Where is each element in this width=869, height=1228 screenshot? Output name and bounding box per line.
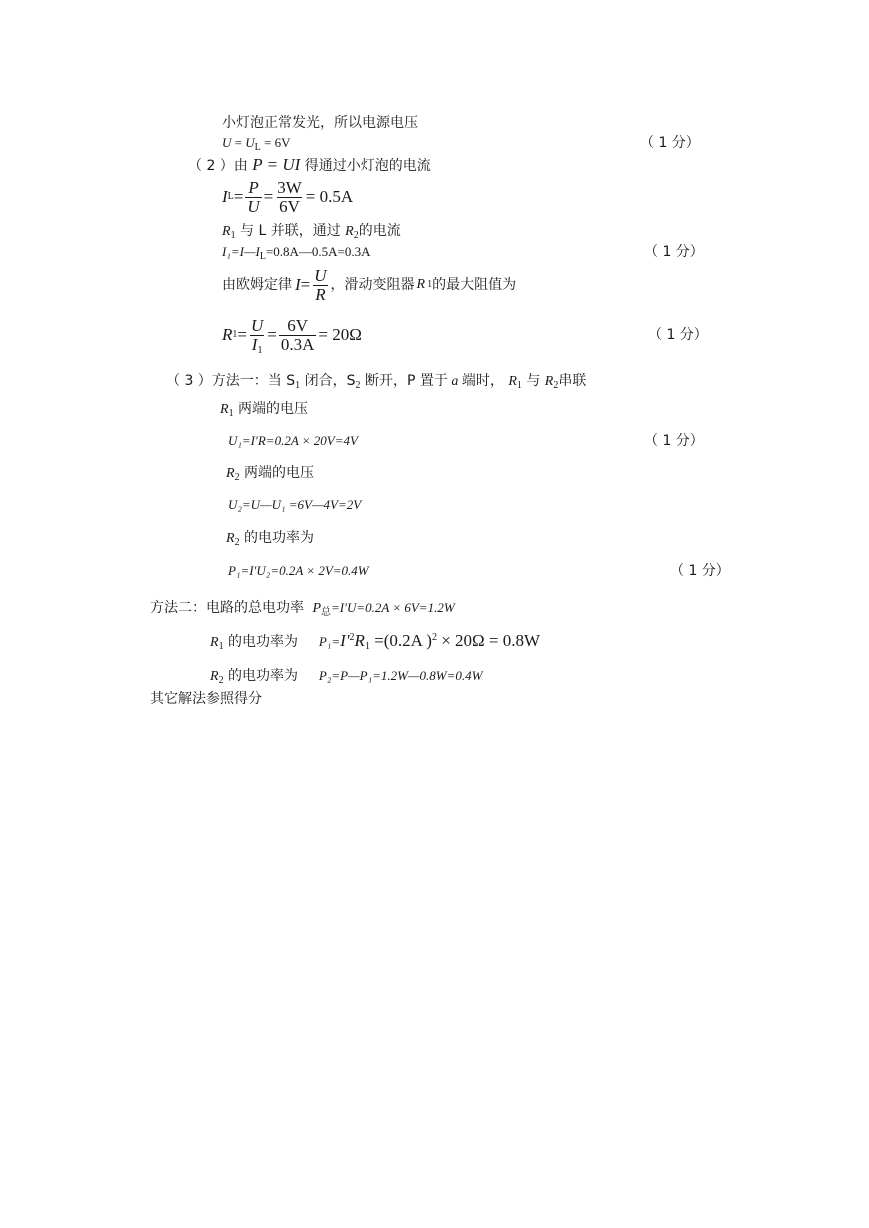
symbol: = 6V bbox=[260, 135, 291, 150]
symbol: R bbox=[345, 224, 354, 239]
symbol: U bbox=[222, 135, 232, 150]
label: 串联 bbox=[558, 373, 587, 389]
formula-line bbox=[222, 134, 290, 152]
numerator: P bbox=[248, 177, 259, 197]
fraction bbox=[249, 317, 265, 354]
symbol: R bbox=[226, 466, 235, 481]
label: （ 2 ）由 bbox=[188, 158, 248, 174]
symbol: I bbox=[222, 187, 228, 206]
formula: P = UI bbox=[252, 155, 301, 174]
symbol: a bbox=[447, 374, 462, 389]
score-label: （ 1 分） bbox=[670, 563, 730, 579]
subscript: 1 bbox=[516, 380, 522, 391]
symbol: I bbox=[251, 334, 258, 354]
subscript: L bbox=[254, 142, 261, 153]
symbol: = bbox=[237, 325, 247, 344]
symbol: P bbox=[312, 601, 322, 616]
symbol: R bbox=[226, 531, 235, 546]
label: 的电功率为 bbox=[228, 668, 299, 684]
label: 方法二：电路的总电功率 bbox=[150, 600, 304, 616]
formula-line: U₁=I′R=0.2A × 20V=4V bbox=[228, 433, 358, 448]
numerator: U bbox=[250, 315, 264, 335]
symbol: U bbox=[245, 135, 255, 150]
fraction bbox=[279, 317, 317, 354]
text-line bbox=[226, 464, 314, 483]
formula: P₁= bbox=[318, 634, 341, 649]
numerator: 3W bbox=[277, 177, 302, 197]
symbol: = bbox=[231, 135, 246, 150]
label: 与 L 并联，通过 bbox=[240, 223, 341, 239]
symbol: = 0.5A bbox=[305, 187, 354, 206]
text-line: 小灯泡正常发光，所以电源电压 bbox=[222, 115, 418, 131]
denominator bbox=[250, 335, 265, 354]
denominator: U bbox=[247, 196, 260, 216]
label: 闭合，S bbox=[304, 373, 356, 389]
symbol: R bbox=[354, 631, 365, 650]
formula: =0.8A—0.5A=0.3A bbox=[265, 244, 371, 259]
subscript: 1 bbox=[257, 344, 263, 356]
label: ，滑动变阻器 bbox=[330, 277, 415, 293]
text-line: 其它解法参照得分 bbox=[150, 691, 262, 707]
subscript: 1 bbox=[228, 408, 234, 419]
symbol: = bbox=[233, 187, 244, 206]
symbol: = bbox=[300, 275, 311, 294]
symbol: R bbox=[210, 669, 219, 684]
text-line bbox=[210, 632, 540, 652]
formula-line: U₂=U—U₁ =6V—4V=2V bbox=[228, 497, 362, 512]
score-label: （ 1 分） bbox=[644, 433, 704, 449]
formula-line bbox=[222, 243, 371, 261]
subscript: 2 bbox=[553, 380, 559, 391]
superscript: 2 bbox=[431, 632, 437, 643]
symbol: I′ bbox=[340, 631, 350, 650]
label: 与 bbox=[526, 373, 541, 389]
symbol: R bbox=[544, 374, 554, 389]
subscript: 2 bbox=[355, 380, 361, 391]
symbol: R bbox=[222, 224, 231, 239]
subscript: 1 bbox=[364, 641, 370, 652]
fraction bbox=[275, 179, 304, 216]
text-line bbox=[220, 400, 308, 419]
symbol: I bbox=[295, 275, 301, 294]
label: 由欧姆定律 bbox=[222, 277, 292, 293]
label: 得通过小灯泡的电流 bbox=[304, 158, 431, 174]
score-label: （ 1 分） bbox=[648, 327, 708, 343]
symbol: R bbox=[222, 325, 233, 344]
symbol: = 20Ω bbox=[318, 325, 362, 344]
question-line bbox=[188, 156, 431, 175]
label: 两端的电压 bbox=[244, 465, 315, 481]
text-line: 由欧姆定律 I = $\frac{U}{R}$ ，滑动变阻器 R 1 的最大阻值为 bbox=[222, 265, 517, 304]
label: 端时， bbox=[461, 373, 504, 389]
text-line bbox=[150, 599, 455, 618]
symbol: R bbox=[416, 277, 426, 292]
subscript: 总 bbox=[321, 607, 332, 618]
formula: =I′U=0.2A × 6V=1.2W bbox=[331, 600, 455, 615]
subscript: 2 bbox=[353, 230, 359, 241]
formula-line: R 1 = $\frac{U}{I_1}$ = $\frac{6V}{0.3A}$ = 20Ω bbox=[222, 315, 362, 356]
symbol: = bbox=[267, 325, 277, 344]
label: 的最大阻值为 bbox=[432, 277, 517, 293]
label: 两端的电压 bbox=[238, 401, 309, 417]
subscript: 2 bbox=[218, 675, 224, 686]
formula: × 20Ω = 0.8W bbox=[436, 631, 541, 650]
subscript: L bbox=[259, 251, 266, 262]
formula-line: P₁=I′U₂=0.2A × 2V=0.4W bbox=[228, 563, 369, 578]
score-label: （ 1 分） bbox=[640, 135, 700, 151]
numerator: 6V bbox=[287, 315, 309, 335]
label: 的电功率为 bbox=[244, 530, 315, 546]
denominator: 0.3A bbox=[280, 334, 315, 354]
symbol: R bbox=[210, 635, 219, 650]
fraction bbox=[312, 267, 328, 304]
formula: =(0.2A ) bbox=[369, 631, 432, 650]
subscript: 2 bbox=[234, 537, 240, 548]
symbol: R bbox=[508, 374, 517, 389]
subscript: 1 bbox=[295, 380, 301, 391]
text-line bbox=[210, 667, 482, 686]
score-label: （ 1 分） bbox=[644, 244, 704, 260]
formula: P₂=P—P₁=1.2W—0.8W=0.4W bbox=[318, 668, 483, 683]
label: 的电功率为 bbox=[228, 634, 299, 650]
symbol: = bbox=[263, 187, 274, 206]
formula: I₁=I—I bbox=[222, 244, 260, 259]
text-line bbox=[222, 222, 401, 241]
denominator: 6V bbox=[279, 196, 300, 216]
superscript: 2 bbox=[349, 632, 355, 643]
question-line bbox=[166, 372, 586, 391]
subscript: 1 bbox=[230, 230, 236, 241]
denominator: R bbox=[315, 284, 326, 304]
fraction bbox=[245, 179, 261, 216]
formula-line: I L = $\frac{P}{U}$ = $\frac{3W}{6V}$ = 0.5A bbox=[222, 177, 354, 216]
subscript: 1 bbox=[218, 641, 224, 652]
subscript: 2 bbox=[234, 472, 240, 483]
text-line bbox=[226, 529, 314, 548]
label: 的电流 bbox=[358, 223, 401, 239]
label: （ 3 ）方法一：当 S bbox=[166, 373, 296, 389]
symbol: R bbox=[220, 402, 229, 417]
label: 断开，P 置于 bbox=[364, 373, 448, 389]
numerator: U bbox=[314, 265, 327, 285]
